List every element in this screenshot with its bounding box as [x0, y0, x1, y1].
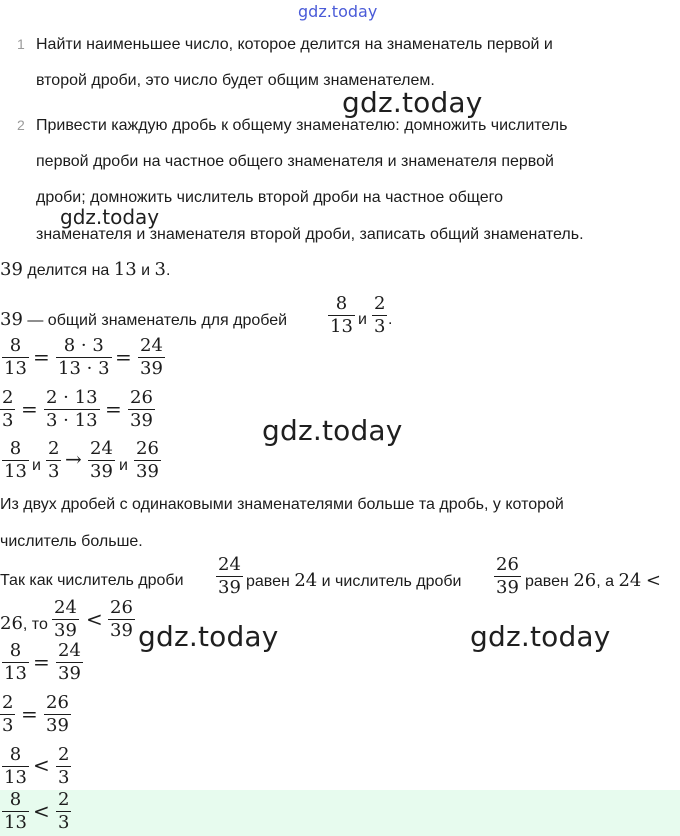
denominator: 3 [2, 410, 14, 431]
text: , то [22, 616, 48, 633]
answer-fraction-2-3 [56, 790, 71, 833]
denominator: 39 [130, 410, 153, 431]
fraction-26-39 [108, 598, 135, 641]
denominator: 13 · 3 [58, 358, 110, 379]
equals-sign: = [33, 345, 50, 369]
text: Так как числитель дроби [0, 572, 184, 589]
common-denominator-line [0, 310, 287, 331]
numerator: 24 [54, 597, 77, 618]
text: делится на [27, 262, 110, 279]
fraction-8-13 [328, 294, 355, 337]
step-text-line: второй дроби, это число будет общим знаменателем. [36, 72, 435, 89]
numerator: 24 [90, 438, 113, 459]
fraction-8-13 [2, 641, 29, 684]
text: и [358, 311, 367, 328]
fraction-24-39 [216, 555, 243, 598]
equals-sign: = [21, 702, 38, 726]
denominator: 39 [218, 577, 241, 598]
numerator: 24 [58, 640, 81, 661]
fraction-26-39 [128, 388, 155, 431]
watermark: gdz.today [470, 620, 611, 653]
number: 26 [573, 570, 597, 591]
fraction-2-3 [372, 294, 387, 337]
number: 39 [0, 259, 23, 280]
divisibility-line [0, 260, 170, 281]
less-than-sign: < [86, 607, 103, 631]
numerator: 8 [9, 438, 22, 459]
numerator: 2 [374, 293, 386, 314]
denominator: 13 [4, 663, 27, 684]
denominator: 3 [374, 316, 386, 337]
denominator: 13 [4, 461, 27, 482]
numerator: 8 [335, 293, 348, 314]
denominator: 39 [496, 577, 519, 598]
numerator: 24 [218, 554, 241, 575]
fraction-26-39 [44, 693, 71, 736]
watermark-top: gdz.today [298, 2, 378, 21]
text: равен [246, 573, 290, 590]
number: 39 [0, 309, 23, 330]
number: 24 [294, 570, 318, 591]
numerator: 8 [9, 744, 22, 765]
equals-sign: = [115, 345, 132, 369]
watermark: gdz.today [342, 86, 483, 119]
numerator: 26 [496, 554, 519, 575]
denominator: 13 [4, 358, 27, 379]
fraction-26-39 [494, 555, 521, 598]
text: и [32, 457, 41, 474]
denominator: 39 [54, 620, 77, 641]
fraction-8-13 [2, 336, 29, 379]
step-number: 2 [17, 117, 25, 133]
numerator: 2 [2, 692, 14, 713]
text [246, 571, 461, 592]
fraction-24-39 [138, 336, 165, 379]
numerator: 2 [2, 387, 14, 408]
text: равен [525, 573, 569, 590]
equals-sign: = [105, 397, 122, 421]
step-text-line: знаменателя и знаменателя второй дроби, записать общий знаменатель. [36, 226, 584, 243]
denominator: 39 [90, 461, 113, 482]
numerator: 2 [48, 438, 60, 459]
numerator: 2 [58, 789, 70, 810]
denominator: 39 [46, 715, 69, 736]
number: 24 [618, 570, 642, 591]
equals-sign: = [33, 650, 50, 674]
numerator: 26 [46, 692, 69, 713]
less-than-sign: < [33, 799, 50, 823]
numerator: 8 [9, 789, 22, 810]
numerator: 8 [9, 335, 22, 356]
numerator: 8 [9, 640, 22, 661]
denominator: 39 [140, 358, 163, 379]
watermark: gdz.today [138, 620, 279, 653]
denominator: 3 [58, 812, 70, 833]
number: 3 [154, 259, 166, 280]
text: и [141, 262, 151, 279]
denominator: 39 [110, 620, 133, 641]
fraction-2-3 [0, 388, 15, 431]
step-text-line: Найти наименьшее число, которое делится на знаменатель первой и [36, 36, 553, 53]
arrow-right: → [65, 447, 82, 471]
denominator: 39 [136, 461, 159, 482]
number: 26 [0, 613, 23, 634]
less-than-sign: < [33, 753, 50, 777]
fraction-8x3-13x3 [56, 336, 112, 379]
numerator: 2 · 13 [46, 387, 98, 408]
text: . [165, 262, 171, 279]
fraction-8-13 [2, 745, 29, 788]
step-text-line: первой дроби на частное общего знаменателя и знаменателя первой [36, 153, 554, 170]
denominator: 3 · 13 [46, 410, 98, 431]
numerator: 26 [130, 387, 153, 408]
fraction-24-39 [52, 598, 79, 641]
text: и числитель дроби [321, 573, 462, 590]
fraction-2-3 [0, 693, 15, 736]
answer-fraction-8-13 [2, 790, 29, 833]
fraction-2x13-3x13 [44, 388, 100, 431]
denominator: 39 [58, 663, 81, 684]
watermark: gdz.today [262, 414, 403, 447]
denominator: 13 [4, 812, 27, 833]
text: — общий знаменатель для дробей [27, 312, 288, 329]
text [0, 614, 48, 635]
step-text-line: дроби; домножить числитель второй дроби на частное общего [36, 189, 504, 206]
fraction-26-39 [134, 439, 161, 482]
numerator: 8 · 3 [63, 335, 104, 356]
step-text-line: Привести каждую дробь к общему знаменателю: домножить числитель [36, 117, 568, 134]
fraction-24-39 [88, 439, 115, 482]
step-number: 1 [17, 36, 25, 52]
fraction-8-13 [2, 439, 29, 482]
equals-sign: = [21, 397, 38, 421]
numerator: 26 [136, 438, 159, 459]
watermark: gdz.today [60, 205, 160, 229]
rule-text-line: числитель больше. [0, 533, 143, 550]
numerator: 2 [58, 744, 70, 765]
fraction-2-3 [56, 745, 71, 788]
fraction-2-3 [46, 439, 61, 482]
text: . [388, 311, 393, 328]
text: , а [596, 573, 615, 590]
fraction-24-39 [56, 641, 83, 684]
denominator: 3 [48, 461, 60, 482]
rule-text-line: Из двух дробей с одинаковыми знаменателями больше та дробь, у которой [0, 496, 564, 513]
answer-highlight [0, 790, 680, 836]
text: и [119, 457, 128, 474]
denominator: 3 [58, 767, 70, 788]
number: 13 [113, 259, 137, 280]
text [525, 571, 661, 592]
denominator: 13 [330, 316, 353, 337]
less-than-sign: < [645, 570, 661, 591]
denominator: 13 [4, 767, 27, 788]
numerator: 24 [140, 335, 163, 356]
denominator: 3 [2, 715, 14, 736]
numerator: 26 [110, 597, 133, 618]
